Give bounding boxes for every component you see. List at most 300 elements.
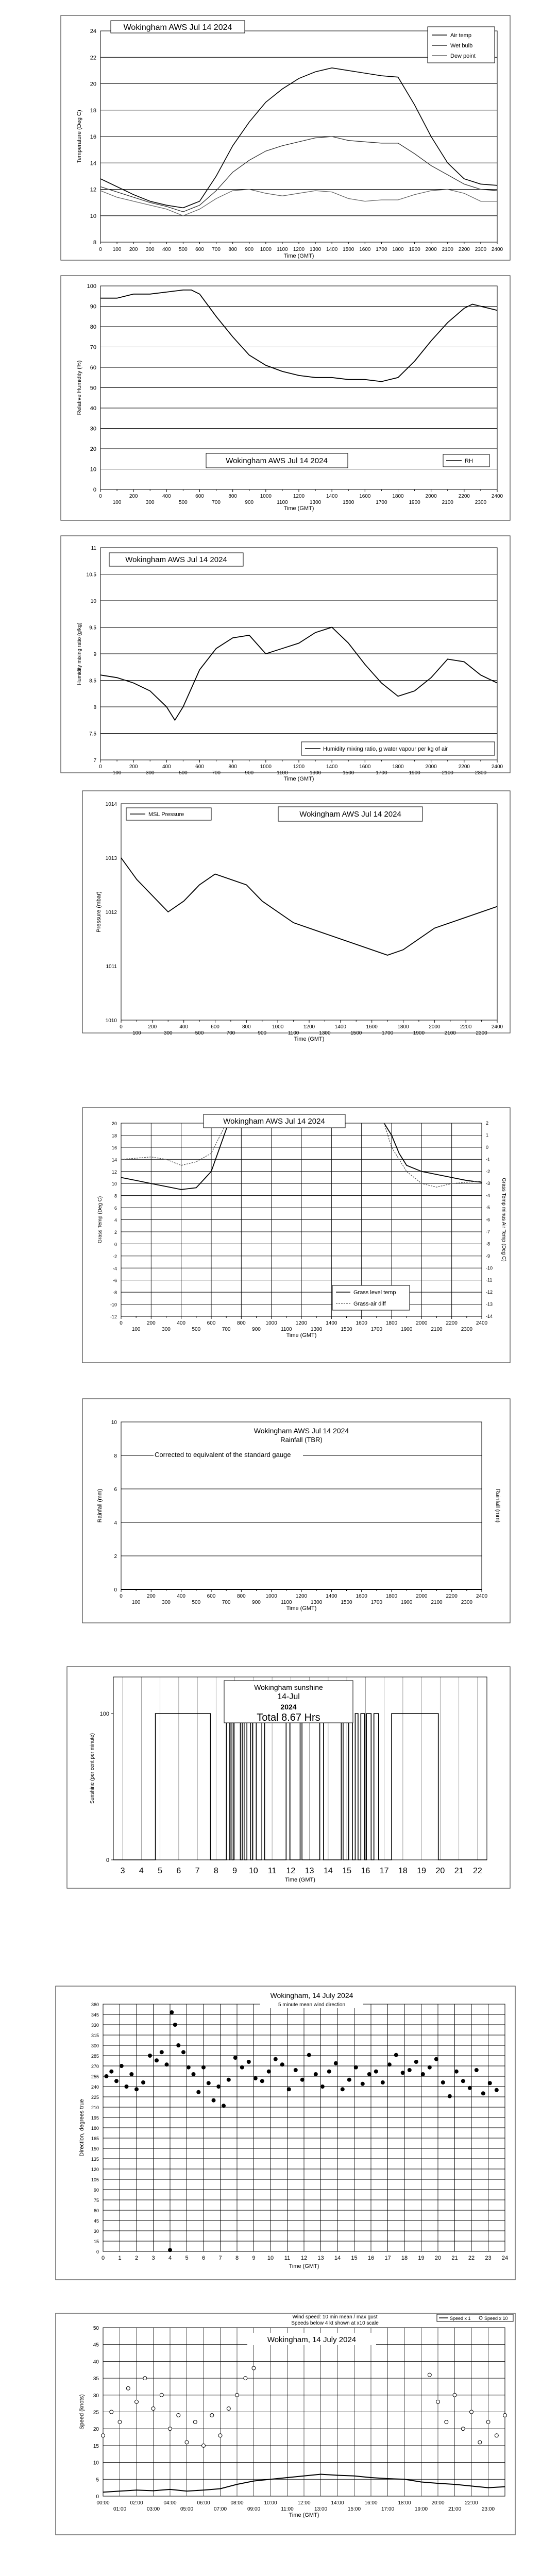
- rain-xtick-label: 700: [222, 1600, 231, 1605]
- wind_dir-xtick-label: 12: [300, 2255, 308, 2261]
- grass-ytick-label-right: -10: [486, 1265, 493, 1271]
- wind_dir-ytick-label: 105: [91, 2177, 99, 2182]
- wind_speed-scaled-point: [135, 2400, 139, 2403]
- wind_dir-point: [354, 2065, 358, 2070]
- rh-ytick-label: 20: [90, 446, 96, 452]
- wind_dir-point: [105, 2074, 109, 2078]
- wind_dir-point: [227, 2078, 231, 2082]
- grass-ytick-label: 4: [114, 1217, 117, 1223]
- wind_dir-point: [160, 2050, 164, 2054]
- y-axis-label: Humidity mixing ratio (g/kg): [77, 622, 82, 685]
- rain-xtick-label: 2300: [461, 1600, 472, 1605]
- mix-ytick-label: 7.5: [89, 731, 96, 737]
- sun-xtick-label: 15: [342, 1867, 352, 1875]
- grass-ytick-label-right: -13: [486, 1301, 493, 1307]
- temp-chart-title: Wokingham AWS Jul 14 2024: [123, 23, 232, 32]
- mix-ytick-label: 8.5: [89, 678, 96, 684]
- grass-ytick-label: -8: [112, 1290, 117, 1296]
- mix-frame: [61, 536, 510, 773]
- grass-ytick-label: 12: [111, 1169, 117, 1175]
- sun-xtick-label: 14: [323, 1867, 333, 1875]
- wind_dir-ytick-label: 300: [91, 2043, 99, 2048]
- grass-ytick-label: 18: [111, 1133, 117, 1139]
- pressure-ytick-label: 1013: [105, 856, 117, 861]
- pressure-ytick-label: 1014: [105, 802, 117, 807]
- temp-legend-label: Air temp: [450, 32, 471, 39]
- wind_dir-xtick-label: 6: [201, 2255, 206, 2261]
- pressure-xtick-label: 1100: [288, 1030, 299, 1036]
- wind_dir-ytick-label: 120: [91, 2167, 99, 2172]
- wind_speed-scaled-point: [168, 2427, 172, 2431]
- mix-xtick-label: 900: [245, 770, 254, 776]
- wind_dir-xtick-label: 24: [501, 2255, 509, 2261]
- wind_dir-chart-subtitle: 5 minute mean wind direction: [278, 2002, 346, 2008]
- rh-xtick-label: 1600: [359, 494, 371, 499]
- mix-ytick-label: 9: [93, 652, 96, 657]
- temp-ytick-label: 8: [93, 240, 96, 246]
- grass-xtick-label: 1600: [356, 1320, 367, 1326]
- rh-xtick-label: 600: [195, 494, 204, 499]
- temp-xtick-label: 2200: [458, 247, 470, 252]
- wind_speed-xtick-label: 05:00: [180, 2506, 194, 2512]
- sun-xtick-label: 18: [398, 1867, 408, 1875]
- wind_dir-point: [148, 2054, 152, 2058]
- wind_speed-scaled-point: [210, 2414, 214, 2417]
- mix-ytick-label: 10.5: [86, 572, 96, 578]
- wind_dir-point: [168, 2248, 172, 2252]
- rh-ytick-label: 0: [93, 487, 96, 493]
- rain-xtick-label: 300: [162, 1600, 171, 1605]
- pressure-xtick-label: 2100: [444, 1030, 456, 1036]
- wind_speed-scaled-point: [461, 2427, 465, 2431]
- wind_dir-point: [216, 2084, 221, 2089]
- temp-xtick-label: 1400: [326, 247, 338, 252]
- grass-ytick-label: 16: [111, 1145, 117, 1150]
- wind_speed-scaled-point: [252, 2366, 256, 2370]
- sun-xtick-label: 7: [195, 1867, 200, 1875]
- rain-x-axis-label: Time (GMT): [286, 1605, 317, 1612]
- temp-xtick-label: 2400: [491, 247, 503, 252]
- temp-xtick-label: 1900: [409, 247, 420, 252]
- rh-ytick-label: 100: [87, 283, 96, 290]
- rh-xtick-label: 1000: [260, 494, 272, 499]
- grass-xtick-label: 1900: [401, 1327, 413, 1332]
- rain-ytick-label: 8: [114, 1453, 117, 1459]
- wind_speed-xtick-label: 06:00: [197, 2500, 210, 2506]
- rain-xtick-label: 600: [207, 1594, 216, 1599]
- wind_dir-point: [274, 2057, 278, 2061]
- mix-xtick-label: 1800: [392, 764, 404, 770]
- sun-xtick-label: 8: [213, 1867, 218, 1875]
- sun-xtick-label: 3: [120, 1867, 125, 1875]
- pressure-xtick-label: 1800: [397, 1024, 409, 1030]
- sun-ytick-label: 0: [106, 1857, 109, 1863]
- temp-ytick-label: 24: [90, 28, 96, 35]
- rain-xtick-label: 800: [236, 1594, 246, 1599]
- y-axis-label-right: Rainfall (mm): [495, 1488, 501, 1523]
- wind_dir-point: [475, 2068, 479, 2072]
- wind_speed-legend-swatch: [479, 2316, 482, 2319]
- wind_dir-ytick-label: 0: [96, 2249, 99, 2255]
- wind_speed-ytick-label: 45: [93, 2342, 99, 2348]
- wind_speed-xtick-label: 21:00: [448, 2506, 462, 2512]
- grass-legend-label: Grass-air diff: [353, 1301, 386, 1307]
- pressure-ytick-label: 1012: [105, 910, 117, 916]
- grass-xtick-label: 1800: [385, 1320, 398, 1326]
- grass-xtick-label: 300: [162, 1327, 171, 1332]
- temp-xtick-label: 900: [245, 247, 254, 252]
- wind_speed-scaled-point: [118, 2420, 122, 2424]
- wind_speed-scaled-point: [478, 2441, 482, 2444]
- sun-xtick-label: 22: [472, 1867, 482, 1875]
- wind_speed-xtick-label: 15:00: [347, 2506, 361, 2512]
- mix-xtick-label: 800: [228, 764, 238, 770]
- grass-xtick-label: 2200: [446, 1320, 458, 1326]
- wind_speed-scaled-point: [235, 2393, 239, 2397]
- pressure-xtick-label: 2400: [491, 1024, 503, 1030]
- wind_dir-ytick-label: 30: [93, 2229, 99, 2234]
- mix-x-axis-label: Time (GMT): [283, 776, 314, 782]
- wind_dir-xtick-label: 21: [451, 2255, 458, 2261]
- sun-total: Total 8.67 Hrs: [257, 1712, 320, 1723]
- wind_speed-xtick-label: 22:00: [465, 2500, 478, 2506]
- sun-xtick-label: 16: [361, 1867, 370, 1875]
- wind_dir-point: [387, 2062, 392, 2066]
- rain-xtick-label: 1200: [295, 1594, 308, 1599]
- rh-xtick-label: 1900: [409, 500, 420, 505]
- y-axis-label-right: Grass Temp minus Air Temp (Deg C): [501, 1178, 506, 1262]
- rh-xtick-label: 1800: [392, 494, 404, 499]
- wind_dir-xtick-label: 9: [252, 2255, 256, 2261]
- temp-xtick-label: 500: [179, 247, 188, 252]
- wind_speed-x-axis-label: Time (GMT): [289, 2512, 319, 2518]
- wind_dir-point: [300, 2078, 305, 2082]
- y-axis-label: Sunshine (per cent per minute): [90, 1733, 95, 1804]
- wind_dir-point: [207, 2081, 211, 2085]
- wind_dir-frame: [56, 1986, 515, 2280]
- rain-xtick-label: 1100: [281, 1600, 292, 1605]
- temp-xtick-label: 1000: [260, 247, 272, 252]
- rh-ytick-label: 50: [90, 385, 96, 392]
- rh-xtick-label: 800: [228, 494, 238, 499]
- rh-xtick-label: 0: [99, 494, 102, 499]
- grass-ytick-label: 20: [111, 1121, 117, 1126]
- rain-ytick-label: 2: [114, 1554, 117, 1560]
- wind_dir-point: [347, 2078, 351, 2082]
- wind_speed-xtick-label: 09:00: [247, 2506, 261, 2512]
- wind_dir-point: [461, 2079, 465, 2083]
- mix-xtick-label: 600: [195, 764, 204, 770]
- rh-xtick-label: 1300: [309, 500, 322, 505]
- mix-ytick-label: 8: [93, 705, 96, 710]
- rh-xtick-label: 700: [212, 500, 221, 505]
- rain-xtick-label: 1300: [311, 1600, 323, 1605]
- wind_speed-xtick-label: 23:00: [481, 2506, 495, 2512]
- wind_dir-point: [320, 2084, 325, 2089]
- mix-xtick-label: 300: [145, 770, 155, 776]
- wind_dir-xtick-label: 18: [401, 2255, 408, 2261]
- grass-ytick-label-right: -14: [486, 1314, 493, 1319]
- grass-xtick-label: 800: [236, 1320, 246, 1326]
- rh-xtick-label: 2000: [425, 494, 437, 499]
- temp-ytick-label: 16: [90, 134, 96, 140]
- wind_dir-ytick-label: 225: [91, 2095, 99, 2100]
- rh-ytick-label: 30: [90, 426, 96, 432]
- temp-xtick-label: 2300: [475, 247, 487, 252]
- rain-xtick-label: 2400: [476, 1594, 488, 1599]
- wind_dir-point: [280, 2062, 284, 2066]
- y-axis-label: Relative Humidity (%): [76, 360, 82, 415]
- wind_dir-xtick-label: 16: [367, 2255, 375, 2261]
- y-axis-label: Pressure (mbar): [96, 891, 102, 933]
- wind_dir-ytick-label: 210: [91, 2105, 99, 2110]
- wind_dir-ytick-label: 90: [93, 2188, 99, 2193]
- wind_dir-xtick-label: 2: [134, 2255, 139, 2261]
- rh-ytick-label: 80: [90, 324, 96, 330]
- rh-xtick-label: 1100: [277, 500, 288, 505]
- rain-xtick-label: 400: [177, 1594, 186, 1599]
- grass-ytick-label: -4: [112, 1266, 117, 1272]
- wind_dir-point: [129, 2072, 133, 2076]
- wind_speed-xtick-label: 16:00: [364, 2500, 378, 2506]
- wind_speed-scaled-point: [244, 2377, 247, 2380]
- wind_speed-xtick-label: 13:00: [314, 2506, 328, 2512]
- wind_dir-ytick-label: 75: [93, 2198, 99, 2203]
- rain-xtick-label: 2000: [416, 1594, 428, 1599]
- wind_speed-ytick-label: 50: [93, 2326, 99, 2331]
- mix-xtick-label: 2100: [442, 770, 453, 776]
- wind_dir-point: [287, 2087, 291, 2091]
- temp-xtick-label: 1600: [359, 247, 371, 252]
- pressure-xtick-label: 200: [148, 1024, 157, 1030]
- wind_dir-point: [327, 2070, 331, 2074]
- wind_dir-ytick-label: 270: [91, 2064, 99, 2069]
- temp-xtick-label: 1100: [277, 247, 288, 252]
- wind_speed-scaled-point: [202, 2444, 206, 2447]
- rh-ytick-label: 70: [90, 344, 96, 351]
- wind_speed-xtick-label: 08:00: [230, 2500, 244, 2506]
- temp-xtick-label: 2100: [442, 247, 453, 252]
- grass-ytick-label-right: -3: [486, 1181, 491, 1187]
- temp-xtick-label: 1200: [293, 247, 305, 252]
- wind_speed-xtick-label: 11:00: [281, 2506, 294, 2512]
- grass-ytick-label: -6: [112, 1278, 117, 1283]
- mix-xtick-label: 1400: [326, 764, 338, 770]
- sun-xtick-label: 4: [139, 1867, 144, 1875]
- wind_dir-xtick-label: 22: [468, 2255, 475, 2261]
- grass-xtick-label: 1200: [295, 1320, 308, 1326]
- rain-xtick-label: 900: [252, 1600, 261, 1605]
- wind_speed-ytick-label: 20: [93, 2427, 99, 2433]
- mix-xtick-label: 1700: [376, 770, 387, 776]
- grass-xtick-label: 100: [131, 1327, 141, 1332]
- rain-xtick-label: 1700: [370, 1600, 382, 1605]
- sun-x-axis-label: Time (GMT): [285, 1877, 315, 1883]
- grass-xtick-label: 1700: [370, 1327, 382, 1332]
- y-axis-label: Rainfall (mm): [97, 1488, 103, 1523]
- mix-xtick-label: 1200: [293, 764, 305, 770]
- wind_speed-xtick-label: 07:00: [213, 2506, 227, 2512]
- wind_dir-point: [196, 2090, 200, 2094]
- wind_speed-xtick-label: 12:00: [297, 2500, 311, 2506]
- wind_speed-ytick-label: 25: [93, 2410, 99, 2416]
- sun-ytick-label: 100: [99, 1711, 109, 1717]
- wind_speed-xtick-label: 20:00: [431, 2500, 445, 2506]
- wind_dir-point: [367, 2072, 371, 2076]
- wind_speed-xtick-label: 03:00: [146, 2506, 160, 2512]
- grass-xtick-label: 200: [146, 1320, 156, 1326]
- mix-xtick-label: 2400: [491, 764, 503, 770]
- temp-xtick-label: 800: [228, 247, 238, 252]
- temp-ytick-label: 14: [90, 160, 96, 167]
- mix-xtick-label: 0: [99, 764, 102, 770]
- temp-xtick-label: 700: [212, 247, 221, 252]
- wind_speed-legend-label: Speed x 1: [450, 2316, 471, 2321]
- mix-xtick-label: 500: [179, 770, 188, 776]
- wind_dir-point: [401, 2071, 405, 2075]
- pressure-xtick-label: 1400: [334, 1024, 346, 1030]
- grass-ytick-label-right: 2: [486, 1121, 489, 1126]
- wind_speed-chart-subtitle: Wind speed: 10 min mean / max gust: [292, 2314, 378, 2320]
- pressure-xtick-label: 100: [132, 1030, 141, 1036]
- sun-chart-title: Wokingham sunshine: [254, 1683, 323, 1691]
- pressure-xtick-label: 1600: [366, 1024, 378, 1030]
- wind_speed-ytick-label: 40: [93, 2359, 99, 2365]
- temp-xtick-label: 1700: [376, 247, 387, 252]
- mix-ytick-label: 7: [93, 758, 96, 764]
- rh-xtick-label: 200: [129, 494, 138, 499]
- grass-ytick-label: 6: [114, 1206, 117, 1211]
- wind_dir-point: [134, 2087, 139, 2091]
- wind_speed-ytick-label: 30: [93, 2393, 99, 2399]
- y-axis-label: Direction, degrees true: [79, 2099, 85, 2157]
- wind_dir-point: [394, 2053, 398, 2057]
- mix-legend-label: Humidity mixing ratio, g water vapour per kg of air: [323, 746, 448, 752]
- sun-xtick-label: 9: [232, 1867, 238, 1875]
- wind_speed-scaled-point: [470, 2410, 474, 2414]
- wind_dir-ytick-label: 195: [91, 2115, 99, 2121]
- wind_dir-point: [421, 2072, 425, 2076]
- wind_speed-scaled-point: [453, 2393, 457, 2397]
- pressure-xtick-label: 700: [226, 1030, 235, 1036]
- wind_dir-ytick-label: 330: [91, 2023, 99, 2028]
- rh-ytick-label: 10: [90, 466, 96, 473]
- rain-chart-title: Wokingham AWS Jul 14 2024: [253, 1427, 349, 1435]
- rain-xtick-label: 200: [146, 1594, 156, 1599]
- grass-xtick-label: 2400: [476, 1320, 488, 1326]
- grass-ytick-label: 8: [114, 1193, 117, 1199]
- grass-ytick-label-right: -5: [486, 1205, 491, 1211]
- wind_speed-xtick-label: 04:00: [163, 2500, 177, 2506]
- mix-xtick-label: 100: [112, 770, 122, 776]
- grass-ytick-label: 14: [111, 1157, 117, 1163]
- grass-xtick-label: 1400: [326, 1320, 337, 1326]
- rh-xtick-label: 1400: [326, 494, 338, 499]
- wind_dir-xtick-label: 10: [267, 2255, 274, 2261]
- wind_dir-ytick-label: 360: [91, 2002, 99, 2007]
- mix-xtick-label: 1500: [343, 770, 354, 776]
- mix-xtick-label: 1600: [359, 764, 371, 770]
- wind_dir-point: [361, 2082, 365, 2086]
- temp-ytick-label: 10: [90, 213, 96, 219]
- rh-xtick-label: 900: [245, 500, 254, 505]
- grass-legend-label: Grass level temp: [353, 1290, 396, 1296]
- wind_dir-xtick-label: 3: [151, 2255, 155, 2261]
- sun-xtick-label: 5: [158, 1867, 163, 1875]
- rh-xtick-label: 400: [162, 494, 171, 499]
- grass-ytick-label: -10: [110, 1302, 117, 1308]
- wind_speed-xtick-label: 14:00: [331, 2500, 344, 2506]
- grass-ytick-label: -2: [112, 1253, 117, 1259]
- pressure-xtick-label: 600: [211, 1024, 219, 1030]
- wind_dir-xtick-label: 15: [351, 2255, 358, 2261]
- grass-xtick-label: 1500: [341, 1327, 352, 1332]
- wind_speed-scaled-point: [503, 2414, 507, 2417]
- temp-xtick-label: 1800: [392, 247, 404, 252]
- rain-ytick-label: 6: [114, 1487, 117, 1493]
- wind_dir-xtick-label: 8: [235, 2255, 239, 2261]
- grass-ytick-label-right: -7: [486, 1229, 491, 1234]
- wind_speed-xtick-label: 18:00: [398, 2500, 411, 2506]
- wind_dir-ytick-label: 45: [93, 2218, 99, 2224]
- wind_dir-xtick-label: 11: [284, 2255, 291, 2261]
- pressure-xtick-label: 800: [242, 1024, 251, 1030]
- rain-xtick-label: 500: [192, 1600, 201, 1605]
- wind_dir-point: [187, 2065, 191, 2070]
- wind_speed-xtick-label: 02:00: [130, 2500, 143, 2506]
- wind_dir-point: [334, 2061, 338, 2065]
- sun-xtick-label: 13: [305, 1867, 314, 1875]
- temp-legend-label: Wet bulb: [450, 43, 473, 49]
- rh-xtick-label: 300: [145, 500, 155, 505]
- wind_dir-ytick-label: 15: [93, 2239, 99, 2244]
- wind_speed-ytick-label: 10: [93, 2460, 99, 2466]
- wind_speed-scaled-point: [193, 2420, 197, 2424]
- wind_dir-point: [434, 2057, 438, 2061]
- wind_dir-point: [260, 2079, 264, 2083]
- grass-xtick-label: 900: [252, 1327, 261, 1332]
- wind_dir-xtick-label: 1: [118, 2255, 122, 2261]
- pressure-xtick-label: 400: [179, 1024, 189, 1030]
- pressure-xtick-label: 900: [258, 1030, 267, 1036]
- wind_dir-chart-title: Wokingham, 14 July 2024: [270, 1991, 353, 1999]
- pressure-xtick-label: 1000: [272, 1024, 284, 1030]
- sun-year: 2024: [280, 1703, 297, 1711]
- wind_speed-scaled-point: [151, 2407, 155, 2411]
- wind_dir-point: [374, 2070, 378, 2074]
- rain-xtick-label: 1500: [341, 1600, 352, 1605]
- sun-xtick-label: 6: [176, 1867, 181, 1875]
- grass-xtick-label: 1300: [311, 1327, 323, 1332]
- temp-xtick-label: 0: [99, 247, 102, 252]
- wind_dir-point: [141, 2080, 145, 2084]
- wind_speed-scaled-point: [177, 2414, 180, 2417]
- temp-legend-label: Dew point: [450, 53, 476, 59]
- pressure-xtick-label: 2200: [460, 1024, 472, 1030]
- mix-xtick-label: 200: [129, 764, 138, 770]
- sun-xtick-label: 21: [454, 1867, 464, 1875]
- wind_dir-ytick-label: 285: [91, 2054, 99, 2059]
- wind_speed-chart-title: Wokingham, 14 July 2024: [267, 2335, 357, 2344]
- mix-xtick-label: 1100: [277, 770, 288, 776]
- rain-xtick-label: 1400: [326, 1594, 337, 1599]
- wind_dir-point: [222, 2104, 226, 2108]
- rain-annotation: Corrected to equivalent of the standard gauge: [155, 1451, 291, 1459]
- wind_speed-xtick-label: 17:00: [381, 2506, 395, 2512]
- wind_dir-xtick-label: 7: [218, 2255, 222, 2261]
- mix-chart-title: Wokingham AWS Jul 14 2024: [125, 555, 227, 564]
- sun-xtick-label: 17: [379, 1867, 389, 1875]
